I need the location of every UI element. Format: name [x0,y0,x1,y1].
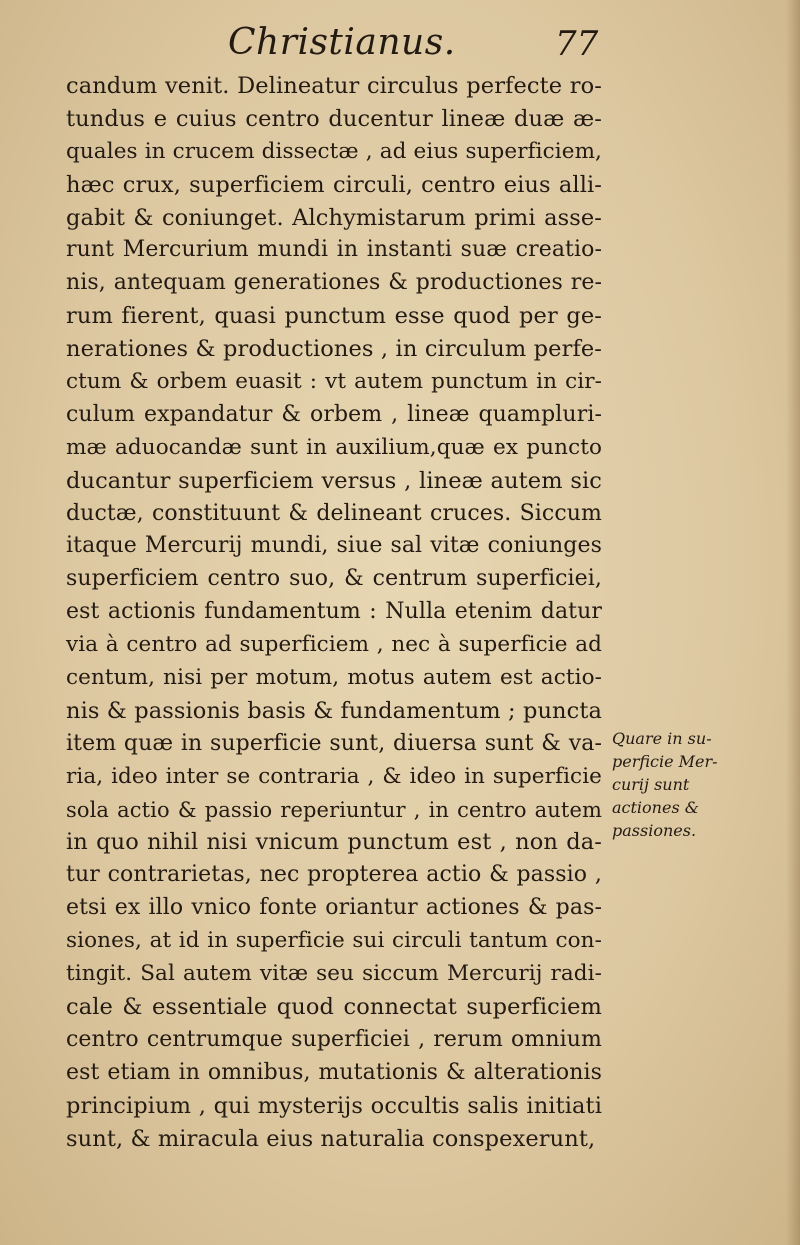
text-line: centum, nisi per motum, motus autem est actio- [66,665,602,691]
text-line: tur contrarietas, nec propterea actio & passio , [66,862,602,888]
text-line: tundus e cuius centro ducentur lineæ duæ æ- [66,105,602,132]
text-line: candum venit. Delineatur circulus perfecte ro- [66,73,602,99]
text-line: via à centro ad superficiem , nec à superficie ad [66,632,602,658]
text-line: centro centrumque superficiei , rerum omnium [66,1026,602,1052]
text-line: etsi ex illo vnico fonte oriantur actiones & pas- [66,895,602,921]
text-line: ria, ideo inter se contraria , & ideo in superficie [66,763,602,789]
marginal-note-line: Quare in su- [612,729,712,748]
text-line: hæc crux, superficiem circuli, centro eius alli- [66,171,602,198]
text-line: est etiam in omnibus, mutationis & alterationis [66,1059,602,1085]
text-line: ductæ, constituunt & delineant cruces. Siccum [66,500,602,526]
page-header [0,18,800,78]
page-edge-shadow [786,0,800,1245]
text-line: nis & passionis basis & fundamentum ; puncta [66,697,602,724]
text-line: nis, antequam generationes & productiones re- [66,270,602,296]
text-line: in quo nihil nisi vnicum punctum est , non da- [66,829,602,856]
text-line: gabit & coniunget. Alchymistarum primi asse- [66,204,602,231]
text-line: ctum & orbem euasit : vt autem punctum in cir- [66,369,602,395]
text-line: rum fierent, quasi punctum esse quod per ge- [66,303,602,330]
text-line: runt Mercurium mundi in instanti suæ creatio- [66,237,602,263]
marginal-note-line: perficie Mer- [612,752,718,771]
marginal-note-line: passiones. [612,821,697,840]
text-line: sola actio & passio reperiuntur , in centro autem [66,797,602,822]
text-line: sunt, & miracula eius naturalia conspexerunt, [66,1125,596,1152]
marginal-note-line: curij sunt [612,775,690,794]
text-line: itaque Mercurij mundi, siue sal vitæ coniunges [66,533,602,559]
text-line: est actionis fundamentum : Nulla etenim datur [66,599,602,625]
text-line: tingit. Sal autem vitæ seu siccum Mercurij radi- [66,961,602,987]
text-line: quales in crucem dissectæ , ad eius superficiem, [66,138,602,164]
text-line: siones, at id in superficie sui circuli tantum con- [66,928,602,954]
text-line: superficiem centro suo, & centrum superficiei, [66,566,602,592]
body-text [66,70,602,1155]
text-line: culum expandatur & orbem , lineæ quampluri- [66,401,602,427]
text-line: cale & essentiale quod connectat superficiem [66,993,602,1020]
marginal-note [612,727,772,842]
text-line: principium , qui mysterijs occultis salis initiati [66,1092,602,1119]
text-line: mæ aduocandæ sunt in auxilium,quæ ex puncto [66,434,602,460]
text-line: ducantur superficiem versus , lineæ autem sic [66,467,602,494]
page-number: 77 [555,24,599,64]
text-line: nerationes & productiones , in circulum perfe- [66,336,602,363]
text-line: item quæ in superficie sunt, diuersa sunt & va- [66,730,602,756]
running-head: Christianus. [228,22,456,63]
marginal-note-line: actiones & [612,798,699,817]
